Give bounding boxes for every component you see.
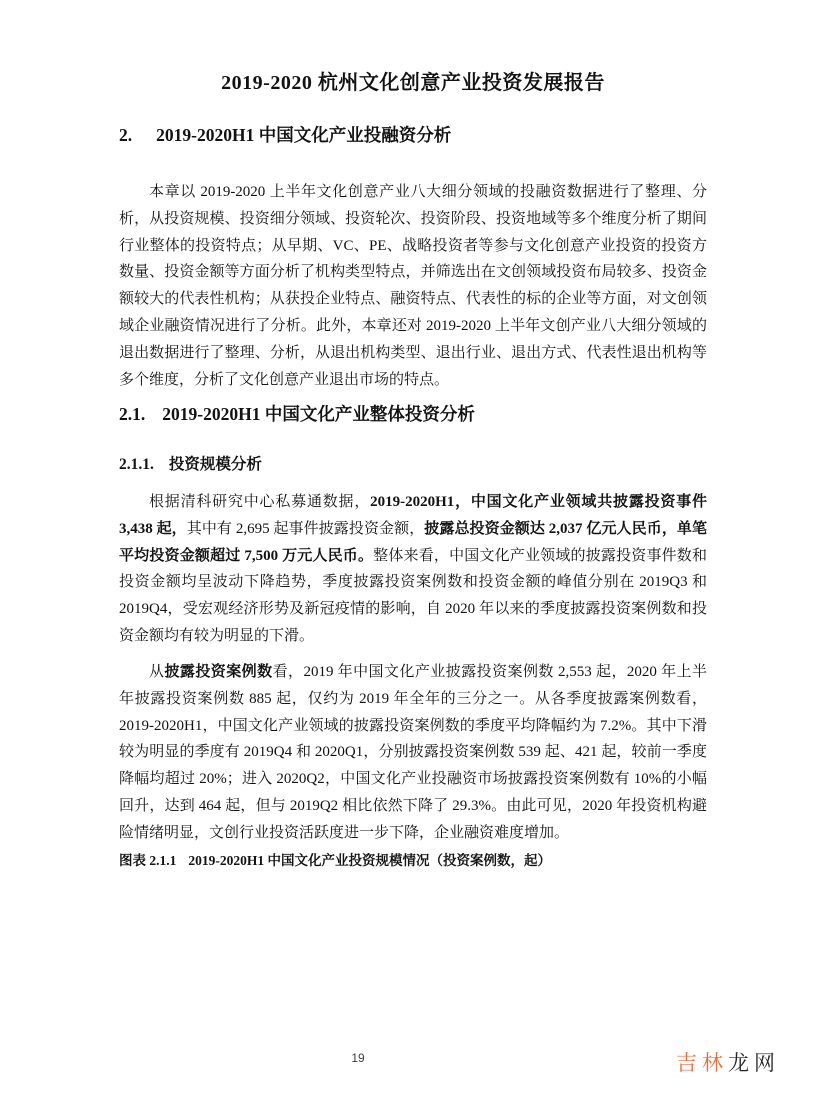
heading-text: 投资规模分析 [168, 456, 262, 473]
section-heading-2 [119, 122, 451, 147]
document-title: 2019-2020 杭州文化创意产业投资发展报告 [221, 72, 605, 94]
page-number: 19 [351, 1051, 365, 1065]
paragraph-case-count: 从披露投资案例数看，2019 年中国文化产业披露投资案例数 2,553 起，2020 年上半年披露投资案例数 885 起，仅约为 2019 年全年的三分之一。从各季度披露案例数看，2019-2020H1，中国文化产业领域的披露投资案例数的季度平均降幅约为 7.2%。其中下滑较为明显的季度有 2019Q4 和 2020Q1，分别披露投资案例数 539 起、421 起，较前一季度降幅均超过 20%；进入 2020Q2，中国文化产业投融资市场披露投资案例数有 10%的小幅回升，达到 464 起，但与 2019Q2 相比依然下降了 29.3%。由此可见，2020 年投资机构避险情绪明显，文创行业投资活跃度进一步下降，企业融资难度增加。 [119, 664, 707, 841]
paragraph-chapter-intro: 本章以 2019-2020 上半年文化创意产业八大细分领域的投融资数据进行了整理、分析，从投资规模、投资细分领域、投资轮次、投资阶段、投资地域等多个维度分析了期间行业整体的投资特点；从早期、VC、PE、战略投资者等参与文化创意产业投资的投资方数量、投资金额等方面分析了机构类型特点，并筛选出在文创领域投资布局较多、投资金额较大的代表性机构；从获投企业特点、融资特点、代表性的标的企业等方面，对文创领域企业融资情况进行了分析。此外，本章还对 2019-2020 上半年文创产业八大细分领域的退出数据进行了整理、分析，从退出机构类型、退出行业、退出方式、代表性退出机构等多个维度，分析了文化创意产业退出市场的特点。 [119, 184, 707, 388]
heading-number: 2.1.1. [119, 456, 154, 473]
watermark-left: 吉林 [676, 1052, 728, 1075]
heading-number: 2. [119, 125, 133, 145]
figure-caption [119, 849, 707, 869]
section-heading-2-1-1 [119, 452, 262, 474]
watermark-right: 龙网 [728, 1052, 780, 1075]
watermark [676, 1047, 780, 1077]
heading-text: 2019-2020H1 中国文化产业投融资分析 [156, 125, 452, 145]
figure-caption-label: 图表 2.1.1 [119, 853, 177, 868]
heading-text: 2019-2020H1 中国文化产业整体投资分析 [162, 404, 475, 424]
figure-caption-text: 2019-2020H1 中国文化产业投资规模情况（投资案例数，起） [188, 853, 551, 868]
paragraph-investment-scale: 根据清科研究中心私募通数据，2019-2020H1，中国文化产业领域共披露投资事件 3,438 起，其中有 2,695 起事件披露投资金额，披露总投资金额达 2,037 亿元人民币，单笔平均投资金额超过 7,500 万元人民币。整体来看，中国文化产业领域的披露投资事件数和投资金额均呈波动下降趋势，季度披露投资案例数和投资金额的峰值分别在 2019Q3 和 2019Q4，受宏观经济形势及新冠疫情的影响，自 2020 年以来的季度披露投资案例数和投资金额均有较为明显的下滑。 [119, 494, 707, 644]
heading-number: 2.1. [119, 404, 146, 424]
section-heading-2-1 [119, 401, 475, 426]
